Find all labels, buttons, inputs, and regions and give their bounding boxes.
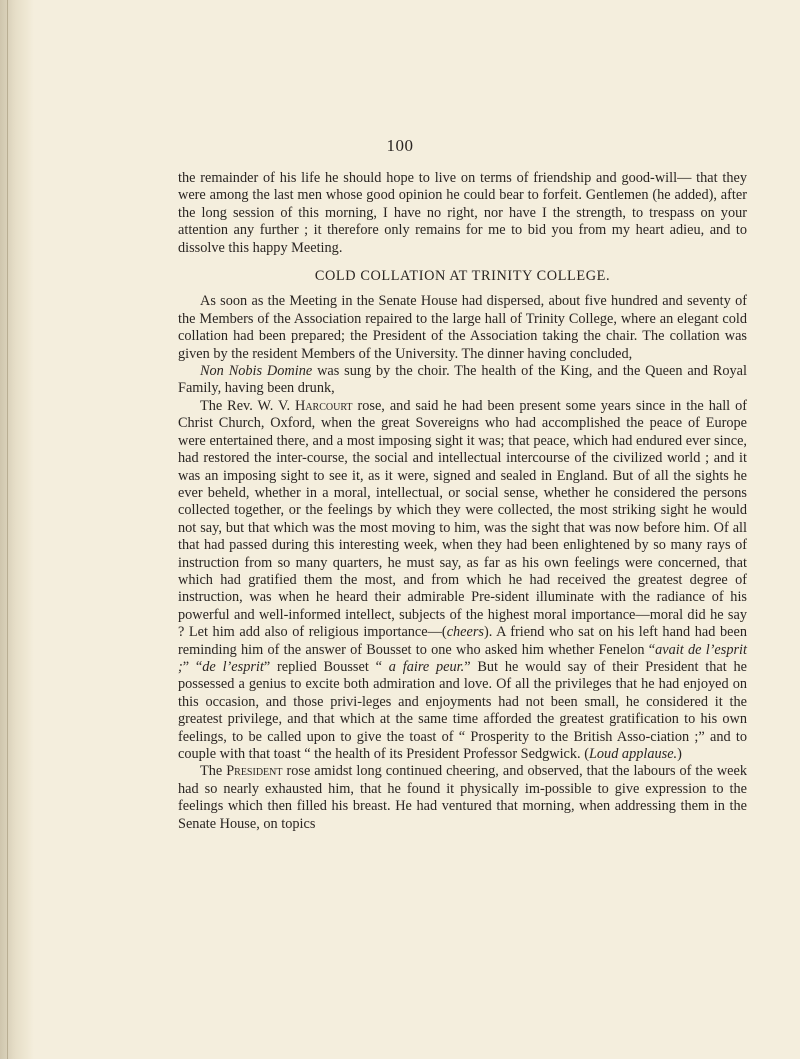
italic-text: avait de l’esprit ; bbox=[178, 641, 747, 675]
speaker-name: President bbox=[226, 763, 283, 780]
text-run: ). A friend who sat on his left hand had been reminding him of the answer of Bousset to one who asked him whether Fenelon “ bbox=[178, 624, 747, 658]
text-run: The bbox=[200, 763, 227, 780]
paragraph bbox=[178, 293, 747, 363]
text-run: the remainder of his life he should hope to live on terms of friendship and good-will— that they were among the last men whose good opinion he could bear to forfeit. Gentlemen (he added), after the long session of this morning, I have no right, nor have I the strength, to trespass on your attention any further ; it therefore only remains for me to bid you from my heart adieu, and to dissolve this happy Meeting. bbox=[178, 170, 747, 256]
text-run: ” “ bbox=[182, 658, 203, 675]
page-body bbox=[178, 170, 747, 833]
text-run: ” But he would say of their President that he possessed a genius to excite both admiration and love. Of all the privileges that he had enjoyed on this occasion, and those privi-leges and enjoyments had not been small, he considered it the greatest privilege, and that which at the same time afforded the greatest gratification to his own feelings, to be called upon to give the toast of “ Prosperity to the British Asso-ciation ;” and to couple with that toast “ the health of its President Professor Sedgwick. ( bbox=[178, 658, 748, 762]
paragraph bbox=[178, 170, 747, 257]
text-run: ) bbox=[677, 746, 682, 762]
section-heading: COLD COLLATION AT TRINITY COLLEGE. bbox=[314, 268, 611, 285]
italic-text: Non Nobis Domine bbox=[200, 363, 313, 380]
text-run: was sung by the choir. The health of the King, and the Queen and Royal Family, having been drunk, bbox=[178, 363, 747, 397]
text-run: rose, and said he had been present some years since in the hall of Christ Church, Oxford, when the great Sovereigns who had accomplished the peace of Europe were entertained there, and a most imposing sight it was; that peace, which had endured ever since, had restored the inter-course, the social and intellectual intercourse of the civilized world ; and it was an imposing sight to see it, as it were, signed and sealed in England. But of all the sights he ever beheld, whether in a moral, intellectual, or social sense, whether he considered the persons collected together, or the feelings by which they were collected, the most striking sight he would not say, but that which was the most moving to him, was the sight that was now before him. Of all that had passed during this interesting week, when they had been enlightened by so many rays of instruction from so many quarters, he must say, as far as his own feelings were concerned, that which had gratified them the most, and from which he had received the greatest degree of instruction, was when he heard their admirable Pre-sident illuminate with the radiance of his powerful and well-informed intellect, subjects of the highest moral importance—moral did he say ? Let him add also of religious importance—( bbox=[178, 397, 747, 641]
text-run: ” replied Bousset “ bbox=[263, 658, 389, 675]
text-run: The Rev. W. V. bbox=[200, 397, 296, 414]
page-number: 100 bbox=[386, 136, 414, 155]
text-run: rose amidst long continued cheering, and observed, that the labours of the week had so nearly exhausted him, that he found it physically im-possible to give expression to the feelings which then filled his breast. He had ventured that morning, when addressing them in the Senate House, on topics bbox=[178, 763, 747, 832]
speaker-name: Harcourt bbox=[295, 397, 353, 414]
italic-text: Loud applause. bbox=[588, 746, 678, 762]
paragraph bbox=[178, 363, 747, 398]
italic-text: a faire peur. bbox=[388, 658, 465, 675]
italic-text: de l’esprit bbox=[202, 658, 264, 675]
paragraph bbox=[178, 398, 747, 764]
text-run: As soon as the Meeting in the Senate House had dispersed, about five hundred and seventy of the Members of the Association repaired to the large hall of Trinity College, where an elegant cold collation had been prepared; the President of the Association taking the chair. The collation was given by the resident Members of the University. The dinner having concluded, bbox=[178, 293, 747, 362]
paragraph bbox=[178, 763, 747, 833]
italic-text: cheers bbox=[446, 624, 485, 641]
book-binding-edge bbox=[0, 0, 34, 1059]
